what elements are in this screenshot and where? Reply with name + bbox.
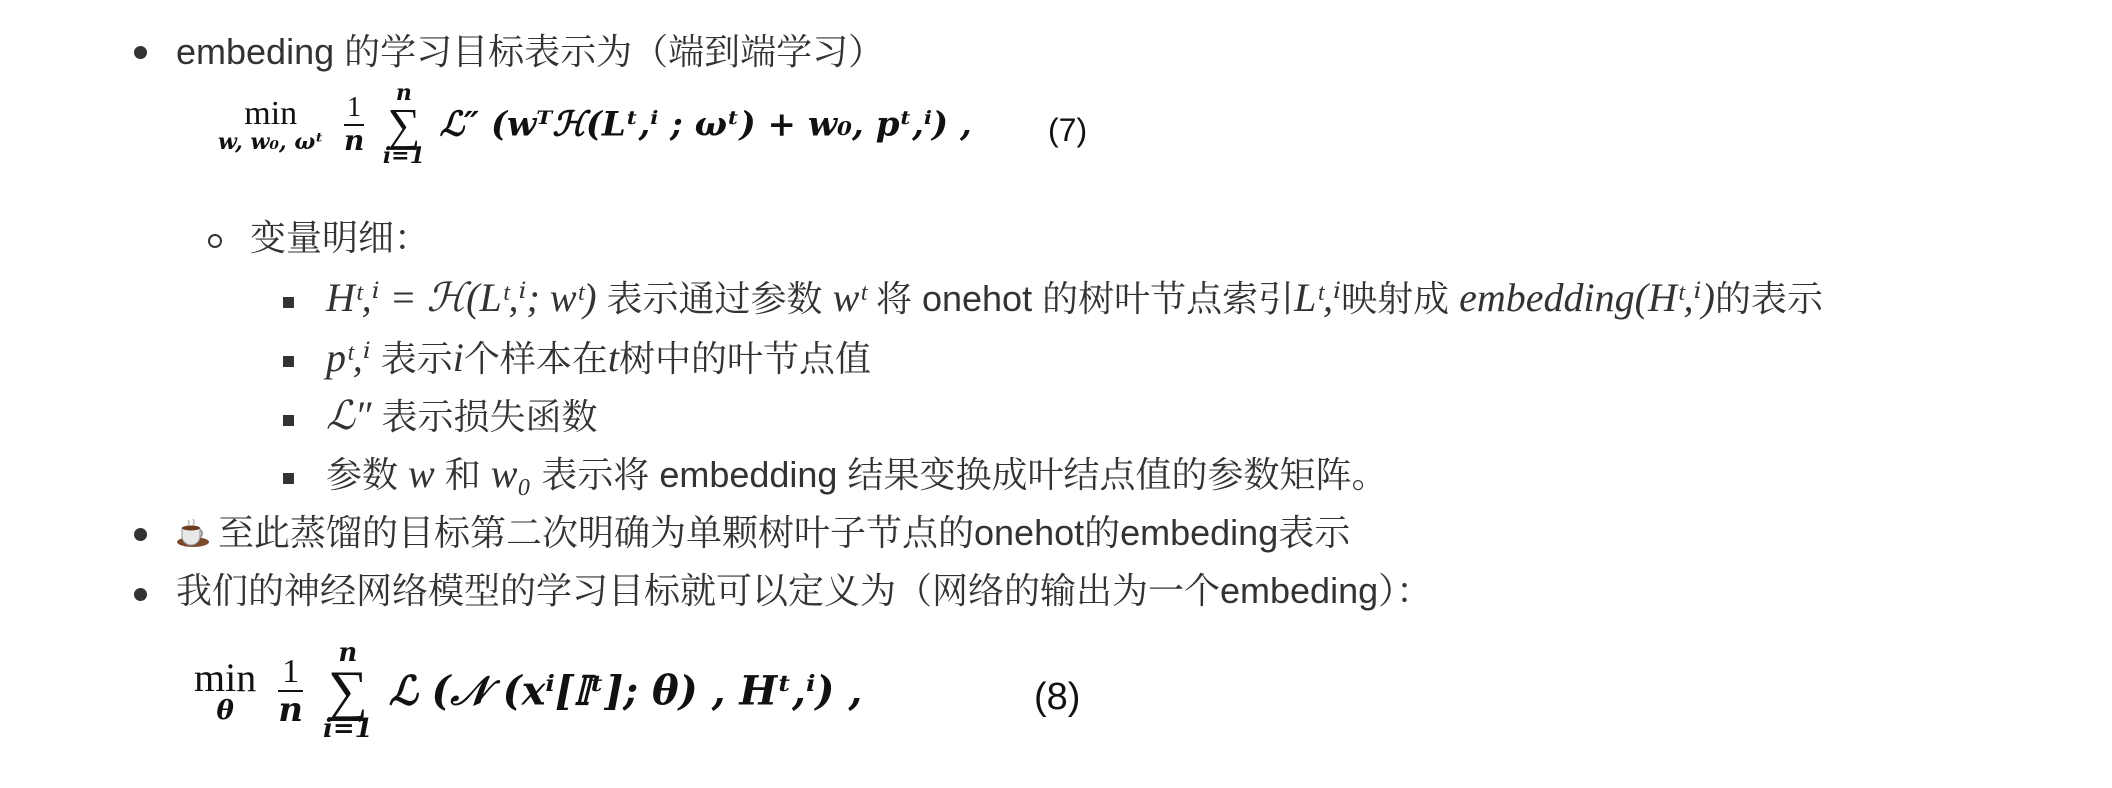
formula-8 [194,638,863,745]
detail-embedding-mapping: Hᵗ,ⁱ = ℋ(Lᵗ,ⁱ; wᵗ) 表示通过参数 wᵗ 将 onehot 的树叶节点索引Lᵗ,ⁱ映射成 embedding(Hᵗ,ⁱ)的表示 [326,275,1823,320]
detail-leaf-value: pᵗ,ⁱ 表示i个样本在t树中的叶节点值 [326,335,872,380]
sum-operator: n ∑ i=1 [322,638,373,745]
formula-7 [218,80,972,170]
fraction: $\frac{1}{n}$ [343,91,365,157]
bullet-text-embedding-goal: embeding 的学习目标表示为（端到端学习） [176,31,885,72]
min-operator: min θ [194,655,257,727]
math-h: Hᵗ,ⁱ = ℋ(Lᵗ,ⁱ; wᵗ) [326,275,597,320]
bullet-network-goal: 我们的神经网络模型的学习目标就可以定义为（网络的输出为一个embeding）： [176,570,1433,611]
bullet-square [283,415,294,426]
coffee-icon [176,516,210,550]
sum-operator: n ∑ i=1 [382,80,425,170]
variables-heading: 变量明细： [250,217,431,258]
equation-number-7: (7) [1048,112,1088,148]
fraction: $\frac{1}{n}$ [278,652,303,731]
min-operator: min w, w₀, ωᵗ [218,94,324,155]
detail-loss-function: ℒ″ 表示损失函数 [326,393,598,438]
bullet-disc [134,528,147,541]
detail-param-matrix: 参数 w 和 w₀ 表示将 embedding 结果变换成叶结点值的参数矩阵。 [326,451,1388,496]
formula-8-body: ℒ (𝒩 (xⁱ[𝕀ᵗ]; θ) , Hᵗ,ⁱ) , [388,667,863,715]
equation-number-8: (8) [1034,676,1081,718]
bullet-distillation-goal: 至此蒸馏的目标第二次明确为单颗树叶子节点的onehot的embeding表示 [176,511,1350,555]
formula-7-body: ℒ″ (wᵀℋ(Lᵗ,ⁱ ; ωᵗ) + w₀, pᵗ,ⁱ) , [439,104,972,145]
bullet-circle [208,234,222,248]
bullet-square [283,297,294,308]
bullet-disc [134,46,147,59]
bullet-square [283,473,294,484]
bullet-square [283,356,294,367]
bullet-disc [134,588,147,601]
